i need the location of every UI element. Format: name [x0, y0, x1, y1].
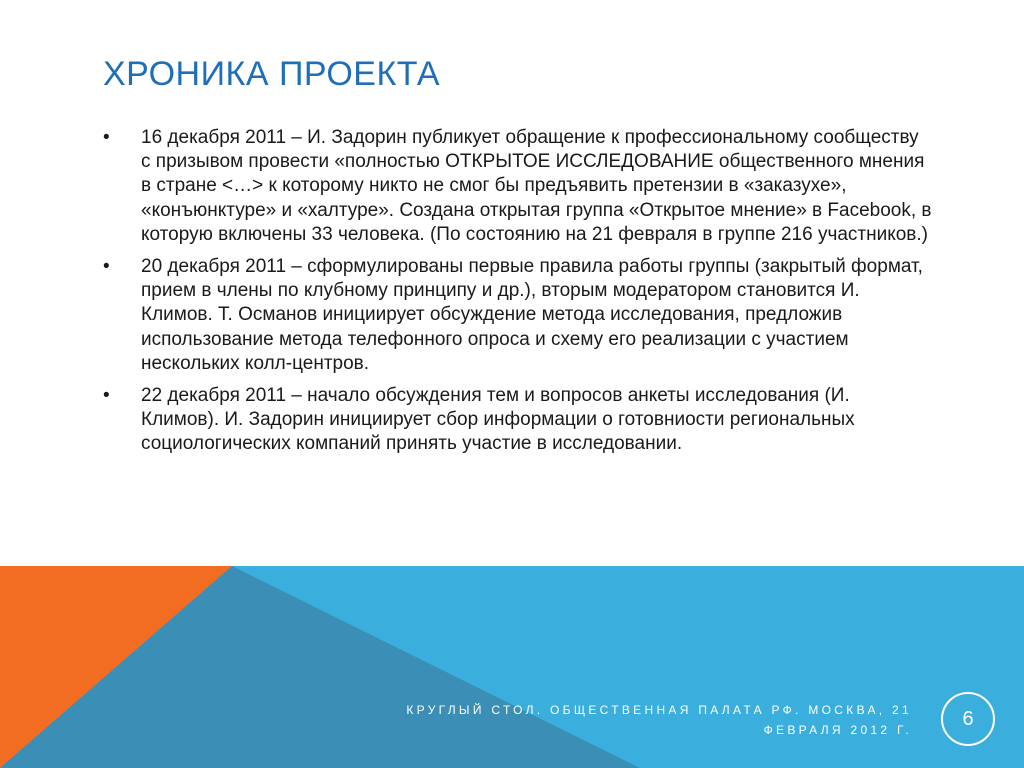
- bullet-item: [103, 384, 933, 457]
- bullet-icon: •: [103, 385, 110, 407]
- bullet-item: [103, 255, 933, 376]
- page-number: 6: [962, 708, 974, 730]
- bullet-text: 20 декабря 2011 – сформулированы первые правила работы группы (закрытый формат, прием в члены по клубному принципу и др.), вторым модератором становится И. Климов. Т. Османов инициирует обсуждение метода исследования, предложив использование метода телефонного опроса и схему его реализации с участием нескольких колл-центров.: [141, 256, 923, 374]
- bullet-icon: •: [103, 127, 110, 148]
- bullet-text: 22 декабря 2011 – начало обсуждения тем и вопросов анкеты исследования (И. Климов). И. Задорин инициирует сбор информации о готовниости региональных социологических компаний принять участие в исследовании.: [141, 385, 855, 455]
- footer-caption-line2: ФЕВРАЛЯ 2012 Г.: [763, 723, 912, 737]
- footer-caption: [370, 700, 912, 740]
- page-number-badge: [941, 692, 995, 746]
- bullet-icon: •: [103, 256, 110, 278]
- bullet-text: 16 декабря 2011 – И. Задорин публикует обращение к профессиональному сообществу с призывом провести «полностью ОТКРЫТОЕ ИССЛЕДОВАНИЕ общественного мнения в стране <…> к которому никто не смог бы предъявить претензии в «заказухе», «конъюнктуре» и «халтуре». Создана открытая группа «Открытое мнение» в Facebook, в которую включены 33 человека. (По состоянию на 21 февраля в группе 216 участников.): [141, 127, 932, 245]
- bullet-item: [103, 126, 933, 247]
- footer-caption-line1: КРУГЛЫЙ СТОЛ. ОБЩЕСТВЕННАЯ ПАЛАТА РФ. МОСКВА, 21: [406, 703, 912, 717]
- bullet-list: [103, 126, 933, 465]
- slide-title: ХРОНИКА ПРОЕКТА: [103, 55, 441, 93]
